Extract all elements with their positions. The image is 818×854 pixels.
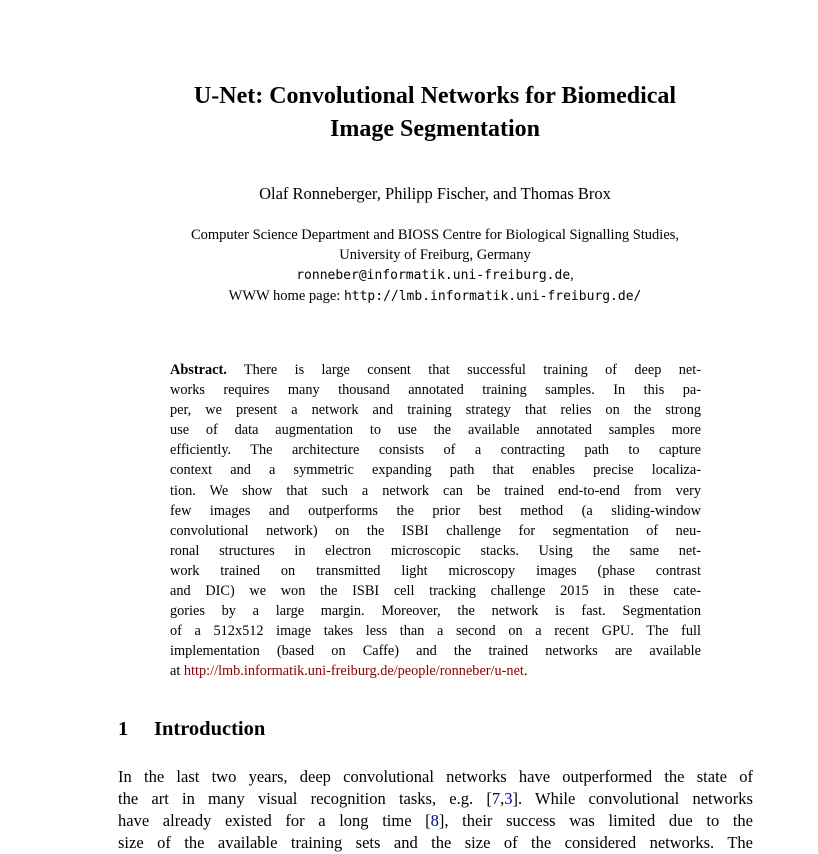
- paper-title: [100, 80, 770, 146]
- email-line: [100, 265, 770, 286]
- abstract-line: efficiently. The architecture consists of a contracting path to capture: [170, 442, 701, 459]
- email-address[interactable]: ronneber@informatik.uni-freiburg.de: [296, 268, 571, 283]
- authors: Olaf Ronneberger, Philipp Fischer, and Thomas Brox: [259, 184, 611, 203]
- abstract-last-suffix: .: [523, 663, 528, 680]
- affiliation: [100, 225, 770, 307]
- abstract-line: gories by a large margin. Moreover, the network is fast. Segmentation: [170, 603, 701, 620]
- abstract-line: per, we present a network and training strategy that relies on the strong: [170, 402, 701, 419]
- abstract-line: works requires many thousand annotated training samples. In this pa-: [170, 382, 701, 399]
- abstract-line: of a 512x512 image takes less than a second on a recent GPU. The full: [170, 623, 701, 640]
- abstract-line: use of data augmentation to use the available annotated samples more: [170, 422, 701, 439]
- email-suffix: ,: [570, 267, 574, 283]
- citation-link[interactable]: 3: [504, 789, 513, 808]
- intro-text: ], their success was limited due to the: [438, 811, 753, 830]
- intro-line: In the last two years, deep convolutional networks have outperformed the state of: [118, 767, 753, 786]
- abstract-text: There is large consent that successful training of deep net-: [226, 362, 701, 378]
- homepage-line: [100, 286, 770, 307]
- intro-line: [118, 788, 753, 810]
- title-line-1: U-Net: Convolutional Networks for Biomedical: [193, 83, 677, 109]
- intro-line: [118, 810, 753, 832]
- abstract-line: context and a symmetric expanding path that enables precise localiza-: [170, 462, 701, 479]
- abstract-last-prefix: at: [170, 663, 184, 680]
- intro-line: size of the available training sets and the size of the considered networks. The: [118, 833, 753, 852]
- abstract-line: implementation (based on Caffe) and the trained networks are available: [170, 643, 701, 660]
- citation-link[interactable]: 7: [491, 789, 501, 808]
- affiliation-line-2: University of Freiburg, Germany: [339, 247, 531, 263]
- abstract-line: [170, 360, 701, 380]
- citation-link[interactable]: 8: [430, 811, 439, 830]
- intro-text: ,: [500, 789, 505, 808]
- abstract-last-line: [170, 661, 701, 681]
- intro-paragraph: [118, 766, 753, 854]
- title-line-2: Image Segmentation: [330, 116, 540, 142]
- abstract-line: and DIC) we won the ISBI cell tracking challenge 2015 in these cate-: [170, 583, 701, 600]
- homepage-url[interactable]: http://lmb.informatik.uni-freiburg.de/: [343, 289, 642, 304]
- section-heading: [118, 718, 265, 741]
- unet-project-link[interactable]: http://lmb.informatik.uni-freiburg.de/people/ronneber/u-net: [183, 663, 524, 680]
- abstract-line: tion. We show that such a network can be trained end-to-end from very: [170, 482, 701, 499]
- intro-text: the art in many visual recognition tasks, e.g. [: [118, 789, 492, 808]
- section-title: Introduction: [154, 718, 266, 740]
- affiliation-line-1: Computer Science Department and BIOSS Centre for Biological Signalling Studies,: [190, 227, 680, 243]
- abstract-label: Abstract.: [170, 362, 227, 378]
- section-number: 1: [118, 718, 129, 740]
- abstract-line: few images and outperforms the prior best method (a sliding-window: [170, 502, 701, 519]
- homepage-prefix: WWW home page:: [228, 288, 344, 304]
- abstract-line: work trained on transmitted light microscopy images (phase contrast: [170, 562, 701, 579]
- abstract-line: convolutional network) on the ISBI challenge for segmentation of neu-: [170, 522, 701, 539]
- intro-text: ]. While convolutional networks: [512, 789, 753, 808]
- abstract-line: ronal structures in electron microscopic stacks. Using the same net-: [170, 542, 701, 559]
- intro-text: have already existed for a long time [: [118, 811, 431, 830]
- abstract: [170, 360, 701, 682]
